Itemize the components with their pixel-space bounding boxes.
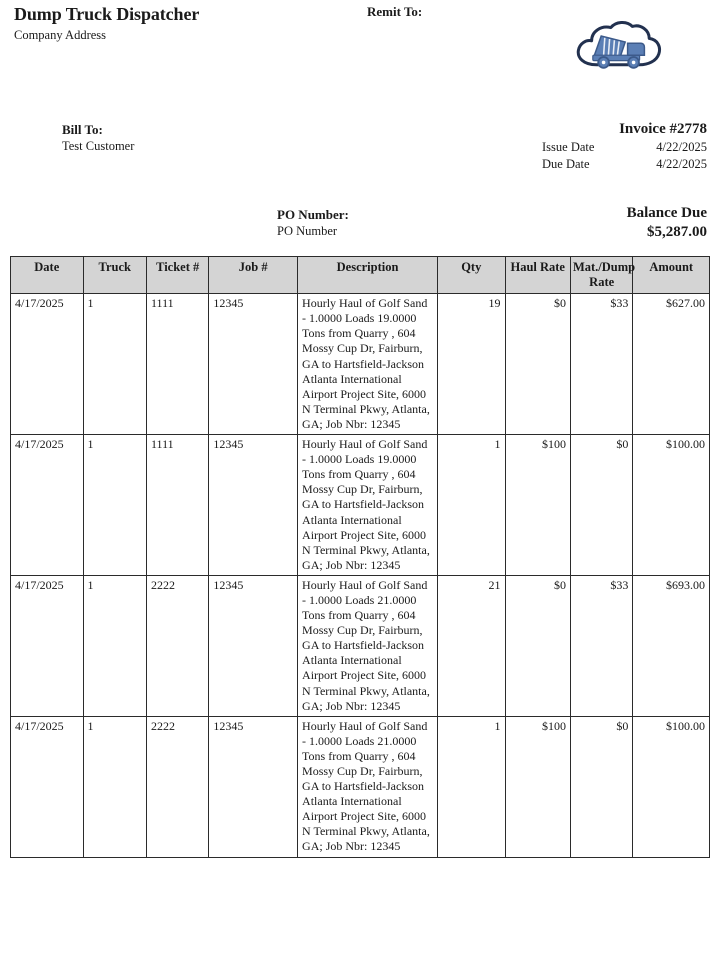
cell-amount: $100.00 [633,716,710,857]
po-number-block [277,206,349,240]
cell-haul-rate: $0 [505,294,570,435]
cell-truck: 1 [83,435,146,576]
cell-ticket: 2222 [146,716,208,857]
column-header-description: Description [298,257,438,294]
description-text: Hourly Haul of Golf Sand - 1.0000 Loads 21.0000 Tons from Quarry , 604 Mossy Cup Dr, Fairburn, GA to Hartsfield-Jackson Atlanta International Airport Project Site, 6000 N Terminal Pkwy, Atlanta, GA; Job Nbr: 12345 [302,718,430,854]
line-items-table [10,256,710,858]
issue-date-label: Issue Date [542,140,595,154]
cell-date: 4/17/2025 [11,575,84,716]
cell-amount: $693.00 [633,575,710,716]
balance-due-block [627,204,707,242]
issue-date-row [377,139,707,156]
due-date-label: Due Date [542,157,590,171]
cell-haul-rate: $100 [505,716,570,857]
po-number-label: PO Number: [277,207,349,222]
bill-to-block [62,121,134,155]
company-block [14,4,199,43]
issue-date-value: 4/22/2025 [656,140,707,154]
invoice-details-block [377,119,707,173]
cell-amount: $100.00 [633,435,710,576]
cell-ticket: 1111 [146,435,208,576]
invoice-header [0,0,719,112]
due-date-value: 4/22/2025 [656,157,707,171]
cell-description [298,716,438,857]
cell-truck: 1 [83,575,146,716]
cell-mat-dump-rate: $0 [570,435,632,576]
company-name: Dump Truck Dispatcher [14,4,200,24]
invoice-number: Invoice #2778 [619,121,707,137]
cell-date: 4/17/2025 [11,294,84,435]
balance-due-label: Balance Due [626,205,707,221]
balance-due-amount: $5,287.00 [647,224,707,240]
cell-mat-dump-rate: $33 [570,575,632,716]
cell-date: 4/17/2025 [11,716,84,857]
column-header-mat-dump-rate: Mat./Dump Rate [570,257,632,294]
column-header-ticket: Ticket # [146,257,208,294]
cell-mat-dump-rate: $33 [570,294,632,435]
table-row [11,575,710,716]
table-row [11,294,710,435]
due-date-row [377,156,707,173]
invoice-meta-band [0,112,719,198]
bill-to-label: Bill To: [62,122,103,137]
cell-description [298,294,438,435]
column-header-haul-rate: Haul Rate [505,257,570,294]
cell-job: 12345 [209,575,298,716]
cell-qty: 1 [438,435,505,576]
description-text: Hourly Haul of Golf Sand - 1.0000 Loads 19.0000 Tons from Quarry , 604 Mossy Cup Dr, Fairburn, GA to Hartsfield-Jackson Atlanta International Airport Project Site, 6000 N Terminal Pkwy, Atlanta, GA; Job Nbr: 12345 [302,296,430,431]
column-header-job: Job # [209,257,298,294]
cell-mat-dump-rate: $0 [570,716,632,857]
remit-to-label: Remit To: [367,4,423,19]
cell-amount: $627.00 [633,294,710,435]
cell-ticket: 1111 [146,294,208,435]
cell-haul-rate: $100 [505,435,570,576]
cell-job: 12345 [209,716,298,857]
line-items-table-wrapper [10,256,710,858]
cell-description [298,575,438,716]
column-header-date: Date [11,257,84,294]
cell-date: 4/17/2025 [11,435,84,576]
column-header-truck: Truck [83,257,146,294]
dump-truck-cloud-logo-icon [570,18,666,78]
table-header-row [11,257,710,294]
cell-haul-rate: $0 [505,575,570,716]
cell-job: 12345 [209,294,298,435]
cell-qty: 1 [438,716,505,857]
table-row [11,716,710,857]
table-row [11,435,710,576]
line-items-body [11,294,710,857]
column-header-amount: Amount [633,257,710,294]
cell-truck: 1 [83,294,146,435]
description-text: Hourly Haul of Golf Sand - 1.0000 Loads 21.0000 Tons from Quarry , 604 Mossy Cup Dr, Fairburn, GA to Hartsfield-Jackson Atlanta International Airport Project Site, 6000 N Terminal Pkwy, Atlanta, GA; Job Nbr: 12345 [302,577,430,713]
description-text: Hourly Haul of Golf Sand - 1.0000 Loads 19.0000 Tons from Quarry , 604 Mossy Cup Dr, Fairburn, GA to Hartsfield-Jackson Atlanta International Airport Project Site, 6000 N Terminal Pkwy, Atlanta, GA; Job Nbr: 12345 [302,437,430,572]
cell-job: 12345 [209,435,298,576]
cell-ticket: 2222 [146,575,208,716]
company-address: Company Address [14,28,107,42]
cell-truck: 1 [83,716,146,857]
cell-description [298,435,438,576]
column-header-qty: Qty [438,257,505,294]
po-balance-band [0,198,719,256]
po-number-value: PO Number [277,224,338,238]
cell-qty: 19 [438,294,505,435]
bill-to-customer: Test Customer [62,139,135,153]
cell-qty: 21 [438,575,505,716]
